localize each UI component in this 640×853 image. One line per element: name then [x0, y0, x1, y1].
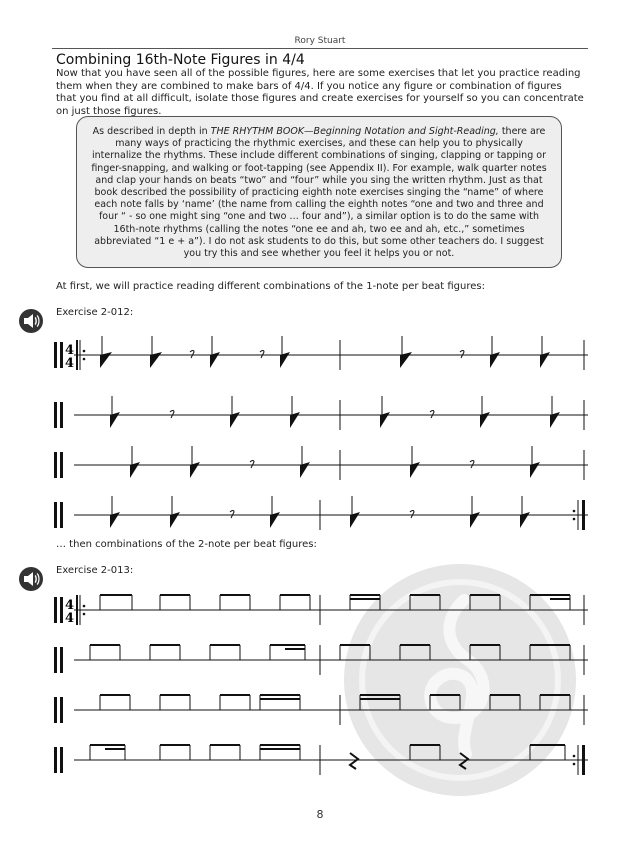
running-head: Rory Stuart — [294, 36, 346, 46]
speaker-icon[interactable] — [18, 308, 44, 334]
header-rule — [52, 48, 588, 49]
speaker-icon[interactable] — [18, 566, 44, 592]
page-number: 8 — [316, 808, 324, 821]
instruction-line-1: At first, we will practice reading different combinations of the 1-note per beat figures: — [56, 281, 485, 292]
callout-text-2: there are many ways of practicing the rhythmic exercises, and these can help you to physically internalize the rhythms. These include different combinations of singing, clapping or tapping or finger-snapping, and walking or foot-tapping (see Appendix II). For example, walk quarter notes and clap your hands on beats “two” and “four” while you sing the written rhythm. Just as that book described the possibility of practicing eighth note exercises singing the “name” of where each note falls by ‘name’ (the name from calling the eighth notes “one and two and three and four “ - so one might sing “one and two … four and”), a similar option is to do the same with 16th-note rhythms (calling the notes “one ee and ah, two ee and ah, etc.,” sometimes abbreviated “1 e + a”). I do not ask students to do this, but some other teachers do. I suggest you try this and see whether you feel it helps you or not. — [91, 126, 547, 260]
rhythm-staff — [50, 390, 590, 440]
rhythm-staff — [50, 635, 590, 685]
intro-paragraph: Now that you have seen all of the possible figures, here are some exercises that let you practice reading them when they are combined to make bars of 4/4. If you notice any figure or combination of figures that you find at all difficult, isolate those figures and create exercises for yourself so you can concentrate on just those figures. — [56, 68, 584, 117]
time-signature-bottom: 4 — [65, 611, 75, 626]
instruction-line-2: … then combinations of the 2-note per beat figures: — [56, 539, 317, 550]
rhythm-staff — [50, 490, 590, 540]
rhythm-staff — [50, 440, 590, 490]
callout-box — [76, 116, 562, 268]
time-signature-bottom: 4 — [65, 356, 75, 371]
exercise-label-2013: Exercise 2-013: — [56, 565, 134, 576]
rhythm-staff — [50, 330, 590, 380]
time-signature-top: 4 — [65, 343, 75, 358]
exercise-label-2012: Exercise 2-012: — [56, 307, 134, 318]
rhythm-staff — [50, 735, 590, 785]
callout-text-1: As described in depth in — [92, 126, 211, 137]
rhythm-staff — [50, 685, 590, 735]
time-signature-top: 4 — [65, 598, 75, 613]
rhythm-staff — [50, 585, 590, 635]
section-title: Combining 16th-Note Figures in 4/4 — [56, 52, 305, 68]
book-title: THE RHYTHM BOOK—Beginning Notation and Sight-Reading, — [210, 126, 499, 137]
